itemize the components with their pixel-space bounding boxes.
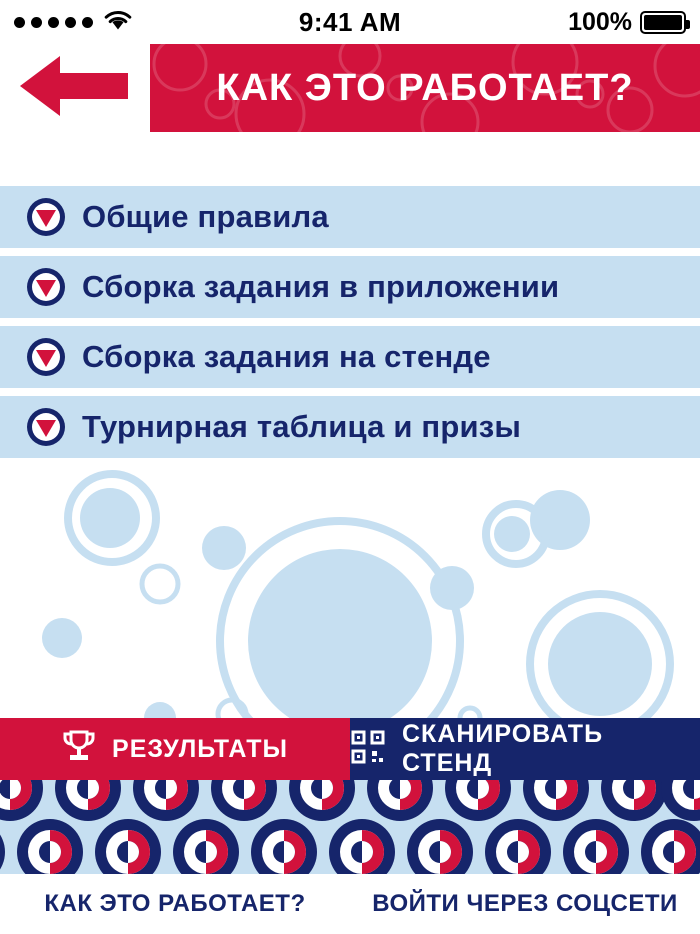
- menu-item-assembly-in-app[interactable]: [0, 256, 700, 318]
- status-left: [14, 9, 299, 36]
- decorative-background: [0, 466, 700, 718]
- results-label: РЕЗУЛЬТАТЫ: [112, 734, 288, 763]
- target-pattern: [0, 780, 700, 874]
- triangle-down-badge-icon: [26, 337, 66, 377]
- bottom-bar: [0, 874, 700, 934]
- triangle-down-badge-icon: [26, 407, 66, 447]
- scan-stand-button[interactable]: [350, 718, 700, 780]
- pattern-strip: [0, 780, 700, 874]
- page-title: КАК ЭТО РАБОТАЕТ?: [216, 66, 634, 109]
- battery-percent-label: 100%: [568, 7, 633, 36]
- menu-item-label: Общие правила: [82, 199, 329, 234]
- battery-full-icon: [640, 11, 686, 34]
- triangle-down-badge-icon: [26, 197, 66, 237]
- status-right: [401, 8, 686, 37]
- bottom-link-how-it-works[interactable]: КАК ЭТО РАБОТАЕТ?: [44, 890, 306, 917]
- menu-list: [0, 132, 700, 466]
- back-arrow-icon: [20, 54, 130, 123]
- scan-stand-label: СКАНИРОВАТЬ СТЕНД: [402, 720, 604, 777]
- trophy-icon: [62, 729, 96, 770]
- menu-item-leaderboard-prizes[interactable]: [0, 396, 700, 458]
- status-time: 9:41 AM: [298, 6, 402, 37]
- menu-item-label: Сборка задания в приложении: [82, 269, 560, 304]
- bottom-link-social-login[interactable]: ВОЙТИ ЧЕРЕЗ СОЦСЕТИ: [372, 890, 678, 917]
- results-button[interactable]: [0, 718, 350, 780]
- qr-code-icon: [350, 729, 386, 770]
- wifi-icon: [103, 9, 133, 36]
- menu-item-assembly-on-stand[interactable]: [0, 326, 700, 388]
- page-title-bar: [150, 44, 700, 132]
- header: [0, 44, 700, 132]
- back-button[interactable]: [0, 44, 150, 132]
- status-bar: [0, 0, 700, 44]
- menu-item-general-rules[interactable]: [0, 186, 700, 248]
- bubbles-illustration: [0, 466, 700, 718]
- triangle-down-badge-icon: [26, 267, 66, 307]
- action-bar: [0, 718, 700, 780]
- menu-item-label: Сборка задания на стенде: [82, 339, 491, 374]
- menu-item-label: Турнирная таблица и призы: [82, 409, 522, 444]
- signal-dots-icon: [14, 17, 93, 28]
